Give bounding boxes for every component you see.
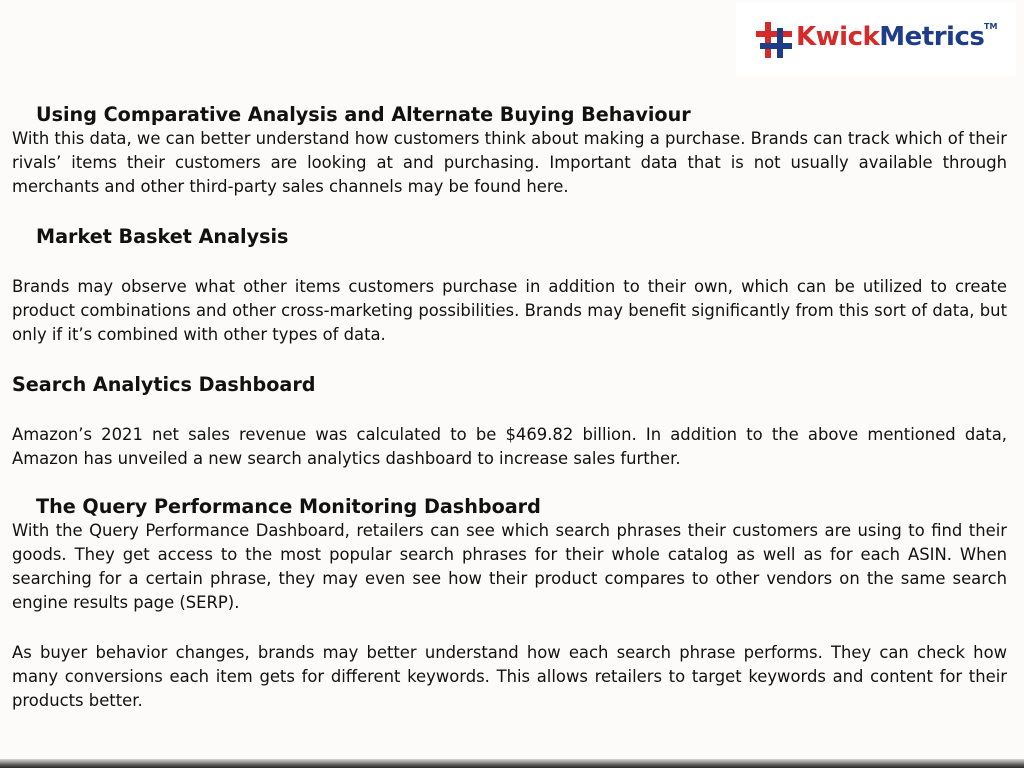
section-heading-market-basket: Market Basket Analysis [36, 225, 289, 248]
section-body-search-analytics: Amazon’s 2021 net sales revenue was calculated to be $469.82 billion. In addition to the above mentioned data, Amazon has unveiled a new search analytics dashboard to increase sales further. [12, 425, 1007, 468]
section-body-query-performance-2: As buyer behavior changes, brands may better understand how each search phrase performs. They can check how many conversions each item gets for different keywords. This allows retailers to target keywords and content for their products better. [12, 643, 1007, 710]
section-heading-comparative-analysis: Using Comparative Analysis and Alternate Buying Behaviour [36, 103, 691, 126]
logo-word-metrics: Metrics [879, 22, 985, 52]
section-heading-query-performance: The Query Performance Monitoring Dashboard [36, 495, 541, 518]
article-content [12, 103, 1007, 713]
logo-word-kwick: Kwick [796, 22, 880, 52]
section-body-comparative-analysis: With this data, we can better understand how customers think about making a purchase. Brands can track which of their rivals’ items their customers are looking at and purchasing. Important data that is not usually available through merchants and other third-party sales channels may be found here. [12, 129, 1007, 196]
section-body-market-basket: Brands may observe what other items customers purchase in addition to their own, which can be utilized to create product combinations and other cross-marketing possibilities. Brands may benefit significantly from this sort of data, but only if it’s combined with other types of data. [12, 277, 1007, 344]
bottom-divider-bar [0, 759, 1024, 768]
section-body-query-performance: With the Query Performance Dashboard, retailers can see which search phrases their customers are using to find their goods. They get access to the most popular search phrases for their whole catalog as well as for each ASIN. When searching for a certain phrase, they may even see how their product compares to other vendors on the same search engine results page (SERP). [12, 521, 1007, 612]
plus-cluster-logo-icon [756, 22, 792, 58]
brand-logo [736, 2, 1016, 76]
section-heading-search-analytics: Search Analytics Dashboard [12, 373, 316, 396]
trademark-symbol: TM [984, 22, 998, 31]
logo-wordmark [796, 24, 984, 50]
